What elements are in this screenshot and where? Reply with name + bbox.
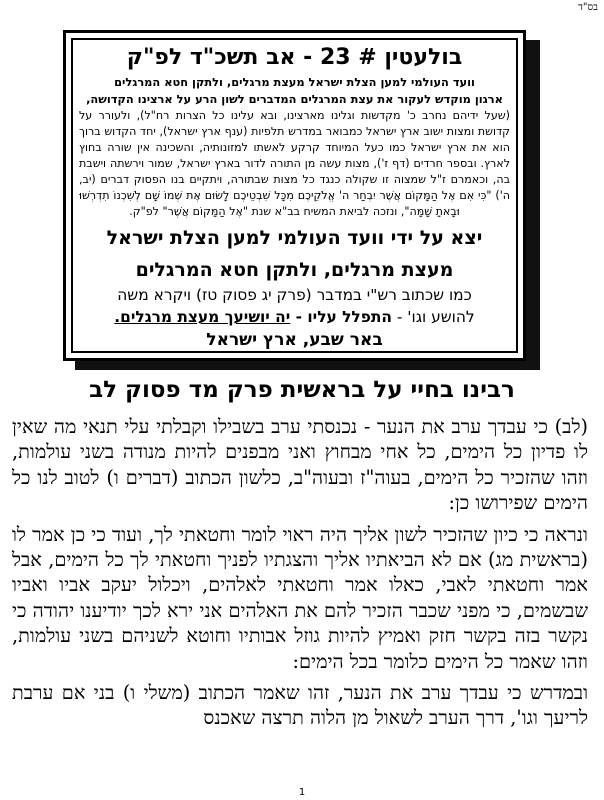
citation-prefix: להושע וגו' - <box>391 308 475 326</box>
page-number: 1 <box>298 787 306 798</box>
paragraph: ונראה כי כיון שהזכיר לשון אליך היה ראוי לומר וחטאתי לך, ועוד כי כן אמר לו (בראשית מג) אם לא הביאתיו אליך והצגתיו לפניך וחטאתי לך כל הימים, אבל אמר וחטאתי לאבי, כאלו אמר וחטאתי לאלהים, ויכלול יעקב אביו ואביו שבשמים, כי מפני שכבר הזכיר להם את האלהים אני ירא לכך יודיענו יהודה כי נקשר בזה בקשר חזק ואמיץ להיות גוזל אבותיו וחוטא לשניהם בשני עולמות, וזהו שאמר כל הימים כלומר בכל הימים: <box>12 522 588 673</box>
location-line: באר שבע, ארץ ישראל <box>206 330 383 350</box>
issued-by-line-2: מעצת מרגלים, ולתקן חטא המרגלים <box>135 259 454 281</box>
notice-box <box>63 30 526 361</box>
paragraph: (לב) כי עבדך ערב את הנער - נכנסתי ערב בשבילו וקבלתי עלי תנאי מה שאין לו פדיון כל הימים, כל אחי מבחוץ ואני מבפנים להיות מנודה בשני עולמות, וזהו שהזכיר כל הימים, בעוה"ז ובעוה"ב, כלשון הכתוב (דברים ו) לטוב לנו כל הימים שפירושו כן: <box>12 415 588 515</box>
issued-by-line-1: יצא על ידי וועד העולמי למען הצלת ישראל <box>106 227 483 249</box>
citation-line-2 <box>79 306 510 328</box>
paragraph: ובמדרש כי עבדך ערב את הנער, זהו שאמר הכתוב (משלי ו) בני אם ערבת לריעך וגו', דרך הערב לשאול מן הלוה תרצה שאכנס <box>12 681 588 730</box>
notice-body-text: (שעל ידיהם נחרב כ' מקדשות וגלינו מארצינו, ובא עלינו כל הצרות רח"ל), ולעורר על קדושת ומצות ישוב ארץ ישראל כמבואר במדרש תלפיות (ענף ארץ ישראל), יחד הקדוש ברוך הוא את ארץ ישראל כמו כעל המיוחד קרקע לאשתו למזונותיה, והשכינה אין שורה בחוץ לארץ. ובספר חרדים (דף ז'), מצות עשה מן התורה לדור בארץ ישראל, שמור וירשתה וישבת בה, וכאמרם ז"ל שמצוה זו שקולה כנגד כל מצות שבתורה, ויתקיים בנו הפסוק דברים (יב, ה') "כִּי אִם אֶל הַמָּקוֹם אֲשֶׁר יִבְחַר ה' אֱלֹקֵיכֶם מִכָּל שִׁבְטֵיכֶם לָשׂוּם אֶת שְׁמוֹ שָׁם לְשִׁכְנוֹ תִדְרְשׁוּ וּבָאתָ שָׁמָּה", ונזכה לביאת המשיח בב"א שנת "אֶל הַמָּקוֹם אֲשֶׁר" לפ"ק. <box>79 109 510 218</box>
notice-box-inner-border <box>71 38 518 353</box>
section-heading: רבינו בחיי על בראשית פרק מד פסוק לב <box>89 377 515 403</box>
citation-line-1: כמו שכתוב רש"י במדבר (פרק יג פסוק טז) ויקרא משה <box>117 286 472 304</box>
organization-name: וועד העולמי למען הצלת ישראל מעצת מרגלים, ולתקן חטא המרגלים <box>114 75 475 89</box>
page-corner-mark: בס"ד <box>578 2 598 13</box>
citation-bold: התפלל עליו - <box>290 308 392 326</box>
bulletin-title: בולעטין # 23 - אב תשכ"ד לפ"ק <box>126 45 463 70</box>
organization-mission: ארגון מוקדש לעקור את עצת המרגלים המדברים לשון הרע על ארצינו הקדושה, <box>86 92 503 106</box>
commentary-body <box>12 414 588 737</box>
citation-underlined: יה יושיעך מעצת מרגלים. <box>114 308 291 326</box>
